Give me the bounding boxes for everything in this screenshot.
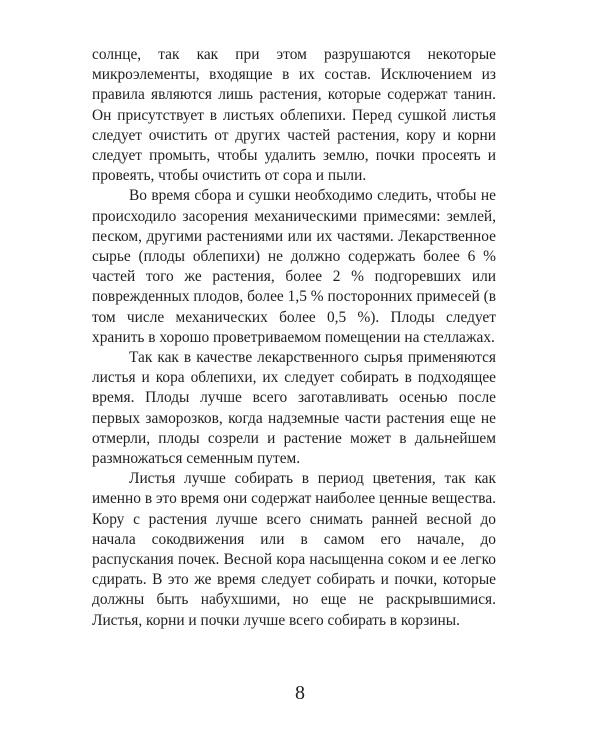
paragraph: Листья лучше собирать в период цветения, так как именно в это время они содержат наиболее ценные вещества. Кору с растения лучше всего снимать ранней весной до начала сокодвижения или в самом его начале, до распускания почек. Весной кора насыщенна соком и ее легко сдирать. В это же время следует собирать и почки, которые должны быть набухшими, но еще не раскрывшимися. Листья, корни и почки лучше всего собирать в корзины. — [92, 470, 496, 629]
page-number: 8 — [295, 682, 305, 704]
paragraph-continued: солнце, так как при этом разрушаются некоторые микроэлементы, входящие в их состав. Исключением из правила являются лишь растения, которые содержат танин. Он присутствует в листьях облепихи. Перед сушкой листья следует очистить от других частей растения, кору и корни следует промыть, чтобы удалить землю, почки просеять и провеять, чтобы очистить от сора и пыли. — [92, 46, 496, 185]
body-text — [92, 45, 496, 631]
paragraph: Во время сбора и сушки необходимо следить, чтобы не происходило засорения механическими примесями: землей, песком, другими растениями или их частями. Лекарственное сырье (плоды облепихи) не должно содержать более 6 % частей того же растения, более 2 % подгоревших или поврежденных плодов, более 1,5 % посторонних примесей (в том числе механических более 0,5 %). Плоды следует хранить в хорошо проветриваемом помещении на стеллажах. — [92, 187, 496, 346]
paragraph: Так как в качестве лекарственного сырья применяются листья и кора облепихи, их следует собирать в подходящее время. Плоды лучше всего заготавливать осенью после первых заморозков, когда надземные части растения еще не отмерли, плоды созрели и растение может в дальнейшем размножаться семенным путем. — [92, 349, 496, 468]
